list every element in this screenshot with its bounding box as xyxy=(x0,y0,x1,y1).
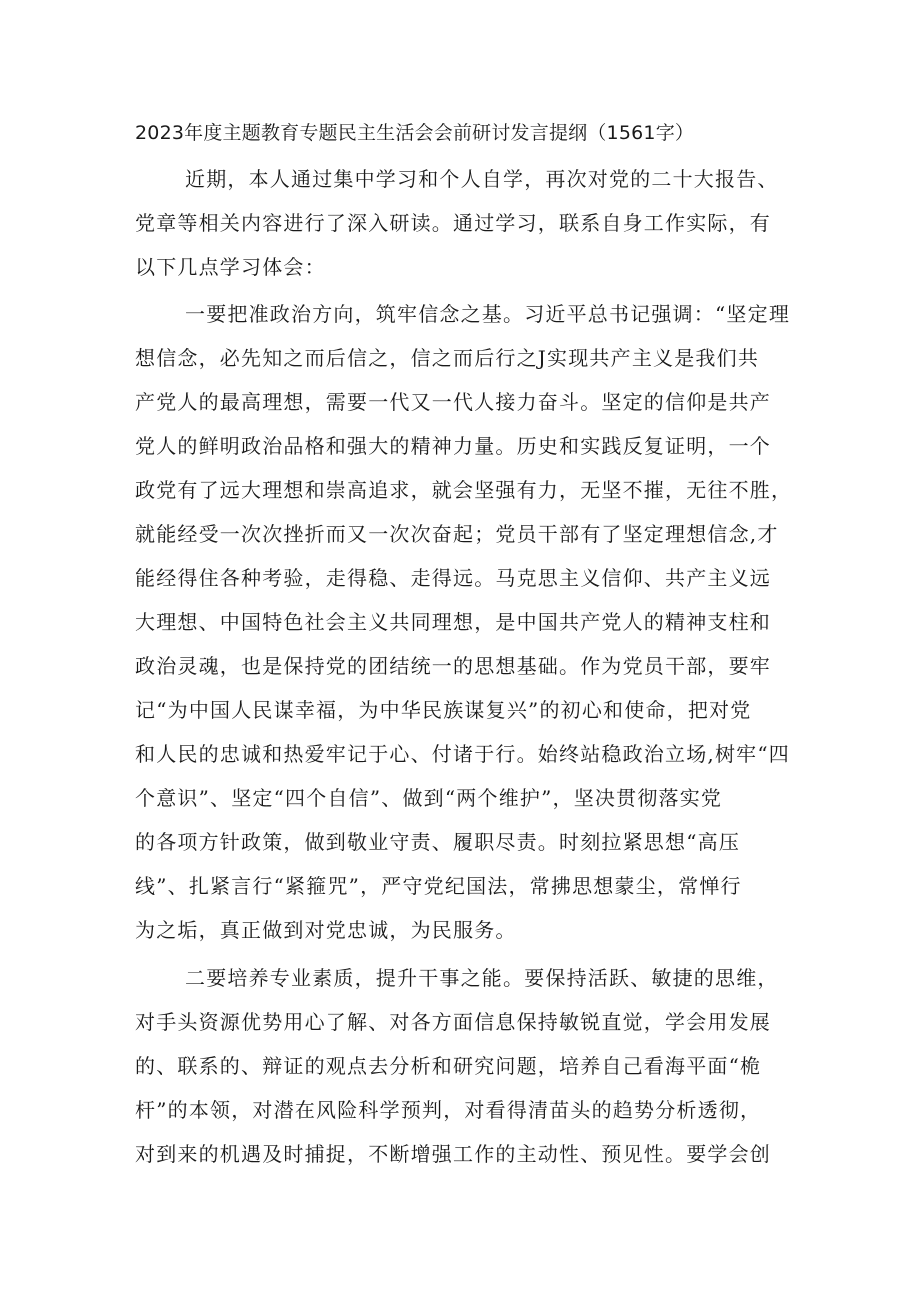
paragraph-2-line-7: 能经得住各种考验，走得稳、走得远。马克思主义信仰、共产主义远 xyxy=(135,566,771,590)
paragraph-2-line-11: 和人民的忠诚和热爱牢记于心、付诸于行。始终站稳政治立场,树牢“四 xyxy=(135,742,790,766)
paragraph-2-line-9: 政治灵魂，也是保持党的团结统一的思想基础。作为党员干部，要牢 xyxy=(135,654,771,678)
paragraph-2-line-13: 的各项方针政策，做到敬业守责、履职尽责。时刻拉紧思想“高压 xyxy=(135,830,741,854)
paragraph-2-line-3: 产党人的最高理想，需要一代又一代人接力奋斗。坚定的信仰是共产 xyxy=(135,390,771,414)
paragraph-1-line-1: 近期，本人通过集中学习和个人自学，再次对党的二十大报告、 xyxy=(185,167,779,191)
paragraph-3-line-2: 对手头资源优势用心了解、对各方面信息保持敏锐直觉，学会用发展 xyxy=(135,1010,771,1034)
paragraph-2-line-12: 个意识”、坚定“四个自信”、做到“两个维护”，坚决贯彻落实党 xyxy=(135,786,723,810)
paragraph-2-line-8: 大理想、中国特色社会主义共同理想，是中国共产党人的精神支柱和 xyxy=(135,610,771,634)
paragraph-2-line-15: 为之垢，真正做到对党忠诚，为民服务。 xyxy=(135,918,517,942)
paragraph-1-line-3: 以下几点学习体会： xyxy=(135,255,326,279)
paragraph-2-line-10: 记“为中国人民谋幸福，为中华民族谋复兴”的初心和使命，把对党 xyxy=(135,698,752,722)
paragraph-2-line-5: 政党有了远大理想和崇高追求，就会坚强有力，无坚不摧，无往不胜， xyxy=(135,478,793,502)
paragraph-2-line-6: 就能经受一次次挫折而又一次次奋起；党员干部有了坚定理想信念,才 xyxy=(135,522,779,546)
paragraph-3-line-4: 杆”的本领，对潜在风险科学预判，对看得清苗头的趋势分析透彻， xyxy=(135,1098,762,1122)
document-title: 2023年度主题教育专题民主生活会会前研讨发言提纲（1561字） xyxy=(135,122,695,144)
paragraph-1-line-2: 党章等相关内容进行了深入研读。通过学习，联系自身工作实际，有 xyxy=(135,211,771,235)
paragraph-3-line-1: 二要培养专业素质，提升干事之能。要保持活跃、敏捷的思维， xyxy=(185,966,779,990)
paragraph-2-line-14: 线”、扎紧言行“紧箍咒”，严守党纪国法，常拂思想蒙尘，常惮行 xyxy=(135,874,742,898)
paragraph-3-line-3: 的、联系的、辩证的观点去分析和研究问题，培养自己看海平面“桅 xyxy=(135,1054,762,1078)
paragraph-3-line-5: 对到来的机遇及时捕捉，不断增强工作的主动性、预见性。要学会创 xyxy=(135,1142,771,1166)
paragraph-2-line-4: 党人的鲜明政治品格和强大的精神力量。历史和实践反复证明，一个 xyxy=(135,434,771,458)
paragraph-2-line-2: 想信念，必先知之而后信之，信之而后行之J实现共产主义是我们共 xyxy=(135,346,760,370)
paragraph-2-line-1: 一要把准政治方向，筑牢信念之基。习近平总书记强调：“坚定理 xyxy=(185,302,791,326)
